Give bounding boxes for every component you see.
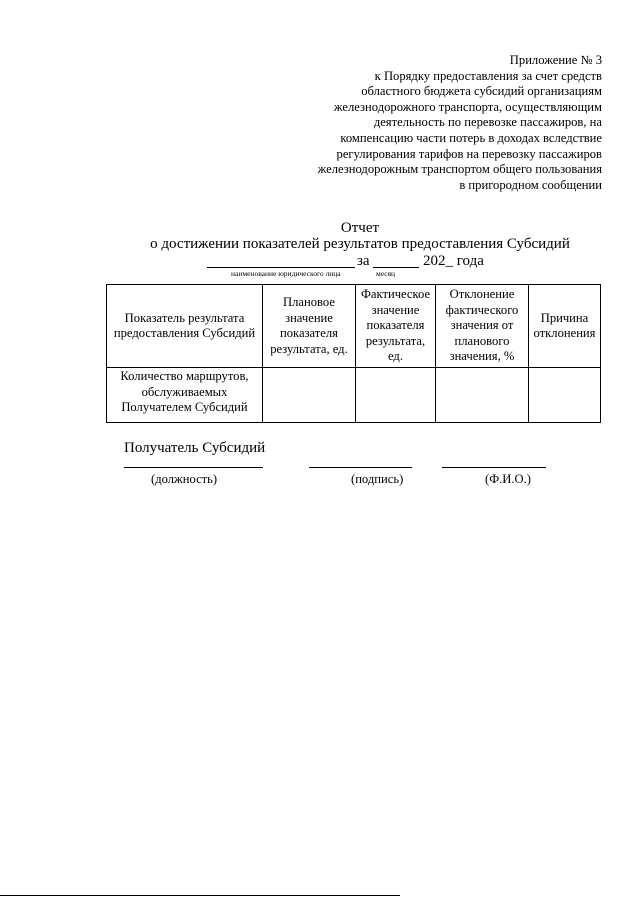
signature-blank bbox=[309, 467, 412, 468]
column-header: Плановое значение показателя результата, ед. bbox=[263, 285, 356, 368]
report-subtitle: о достижении показателей результатов предоставления Субсидий bbox=[150, 236, 570, 252]
org-name-blank bbox=[207, 267, 355, 268]
table-cell bbox=[436, 368, 529, 423]
annex-line: Приложение № 3 bbox=[509, 53, 602, 67]
annex-line: к Порядку предоставления за счет средств bbox=[374, 68, 602, 83]
table-header-row bbox=[107, 285, 601, 368]
org-name-caption: наименование юридического лица bbox=[231, 269, 341, 278]
annex-line: регулирования тарифов на перевозку пассажиров bbox=[336, 146, 602, 161]
fio-caption: (Ф.И.О.) bbox=[485, 472, 531, 486]
annex-line: областного бюджета субсидий организациям bbox=[361, 84, 602, 99]
annex-line: железнодорожного транспорта, осуществляющим bbox=[333, 99, 602, 114]
month-caption: месяц bbox=[376, 269, 396, 278]
table-cell bbox=[263, 368, 356, 423]
period-year: 202_ года bbox=[423, 253, 484, 269]
recipient-label: Получатель Субсидий bbox=[124, 440, 266, 456]
column-header: Фактическое значение показателя результата, ед. bbox=[356, 285, 436, 368]
annex-line: в пригородном сообщении bbox=[459, 177, 602, 192]
table-cell bbox=[529, 368, 601, 423]
annex-line: деятельность по перевозке пассажиров, на bbox=[373, 115, 602, 130]
report-table bbox=[106, 284, 601, 423]
annex-line: железнодорожным транспортом общего пользования bbox=[317, 162, 602, 177]
fio-blank bbox=[442, 467, 546, 468]
column-header: Показатель результата предоставления Субсидий bbox=[107, 285, 263, 368]
footer-rule bbox=[0, 895, 400, 896]
month-blank bbox=[373, 267, 419, 268]
signature-caption: (подпись) bbox=[351, 472, 404, 486]
position-blank bbox=[124, 467, 263, 468]
column-header: Отклонение фактического значения от планового значения, % bbox=[436, 285, 529, 368]
table-cell bbox=[356, 368, 436, 423]
table-cell: Количество маршрутов, обслуживаемых Получателем Субсидий bbox=[107, 368, 263, 423]
position-caption: (должность) bbox=[151, 472, 218, 486]
report-title: Отчет bbox=[340, 220, 380, 236]
period-za: за bbox=[357, 253, 370, 269]
annex-block bbox=[262, 53, 602, 193]
table-row bbox=[107, 368, 601, 423]
annex-line: компенсацию части потерь в доходах вследствие bbox=[340, 130, 602, 145]
column-header: Причина отклонения bbox=[529, 285, 601, 368]
